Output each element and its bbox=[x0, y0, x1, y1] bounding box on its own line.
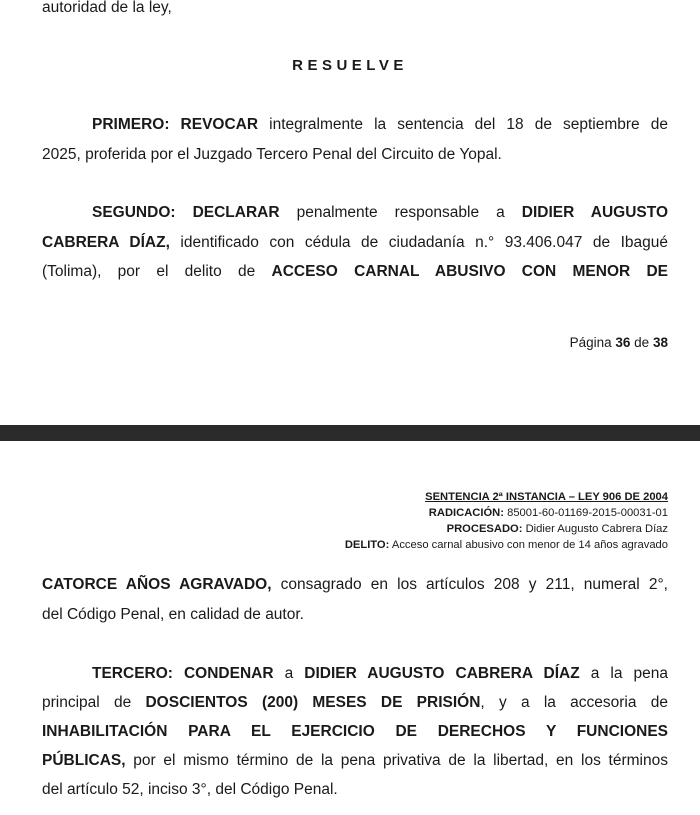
text-fragment: autoridad de la ley, bbox=[42, 0, 172, 16]
header-delito: DELITO: Acceso carnal abusivo con menor de 14 años agravado bbox=[344, 539, 668, 551]
header-radicacion: RADICACIÓN: 85001-60-01169-2015-00031-01 bbox=[428, 507, 668, 519]
tercero-line-1: TERCERO: CONDENAR a DIDIER AUGUSTO CABRERA DÍAZ a la pena bbox=[92, 665, 668, 682]
continuation-line-2: del Código Penal, en calidad de autor. bbox=[42, 606, 304, 623]
running-header bbox=[345, 489, 668, 553]
continuation-line-1: CATORCE AÑOS AGRAVADO, consagrado en los artículos 208 y 211, numeral 2°, bbox=[42, 576, 668, 593]
tercero-line-3: INHABILITACIÓN PARA EL EJERCICIO DE DERECHOS Y FUNCIONES bbox=[42, 723, 668, 740]
resuelve-heading: RESUELVE bbox=[292, 57, 408, 74]
segundo-line-3: (Tolima), por el delito de ACCESO CARNAL ABUSIVO CON MENOR DE bbox=[42, 263, 668, 280]
primero-line-1: PRIMERO: REVOCAR integralmente la sentencia del 18 de septiembre de bbox=[92, 116, 668, 133]
page-number: Página 36 de 38 bbox=[569, 335, 668, 350]
primero-line-2: 2025, proferida por el Juzgado Tercero Penal del Circuito de Yopal. bbox=[42, 146, 502, 163]
header-title: SENTENCIA 2ª INSTANCIA – LEY 906 DE 2004 bbox=[425, 491, 668, 503]
header-procesado: PROCESADO: Didier Augusto Cabrera Díaz bbox=[446, 523, 668, 535]
page-separator bbox=[0, 425, 700, 441]
tercero-line-4: PÚBLICAS, por el mismo término de la pena privativa de la libertad, en los términos bbox=[42, 752, 668, 769]
tercero-line-2: principal de DOSCIENTOS (200) MESES DE PRISIÓN, y a la accesoria de bbox=[42, 694, 668, 711]
document-page-37 bbox=[0, 441, 700, 815]
segundo-line-1: SEGUNDO: DECLARAR penalmente responsable a DIDIER AUGUSTO bbox=[92, 204, 669, 221]
segundo-line-2: CABRERA DÍAZ, identificado con cédula de ciudadanía n.° 93.406.047 de Ibagué bbox=[42, 234, 669, 251]
tercero-line-5: del artículo 52, inciso 3°, del Código Penal. bbox=[42, 781, 338, 798]
